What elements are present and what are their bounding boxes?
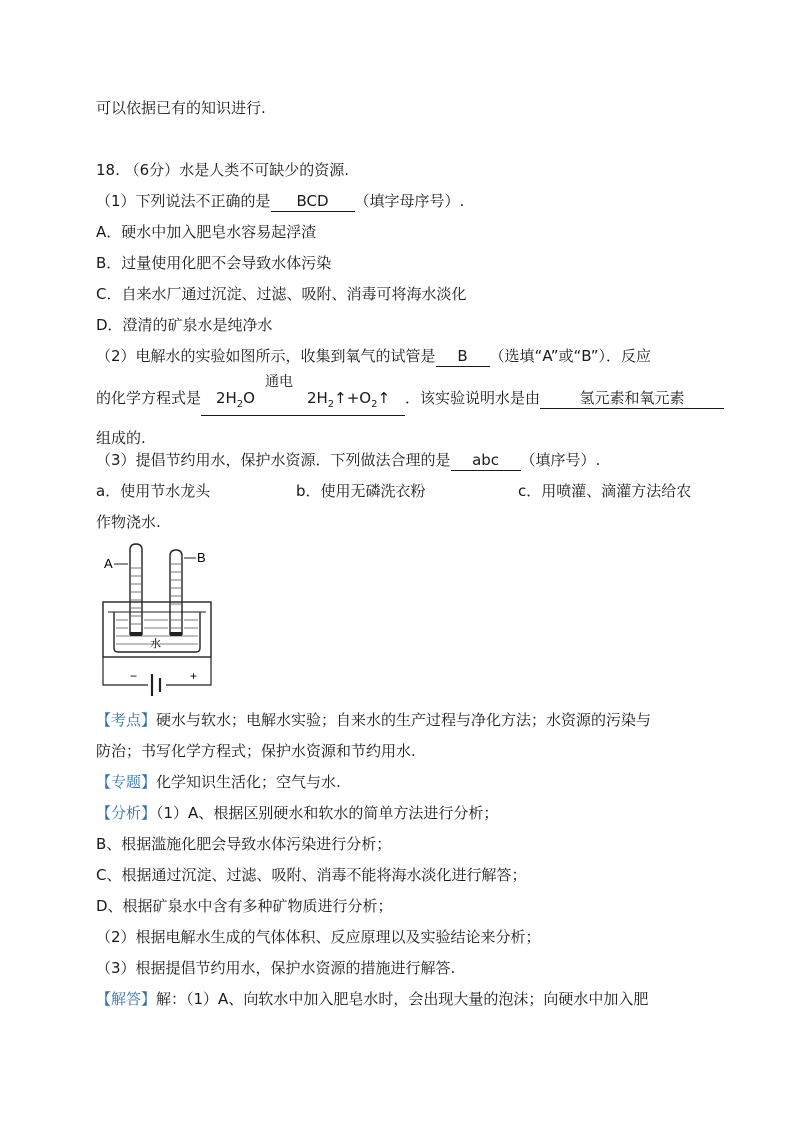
- tube-water-a: [131, 568, 141, 624]
- tube-water-b: [171, 564, 181, 628]
- fenxi-line: 【分析】（1）A、根据区别硬水和软水的简单方法进行分析；: [96, 804, 499, 822]
- part3-option-c-cont: 作物浇水.: [96, 513, 161, 531]
- part2-ending: 组成的.: [96, 429, 146, 447]
- tube-b: [170, 550, 182, 635]
- label-b: B: [197, 550, 206, 565]
- electrolysis-diagram: [96, 540, 226, 700]
- wire-right: [166, 657, 211, 685]
- part3-prompt: （3）提倡节约用水，保护水资源．下列做法合理的是 abc （填序号）.: [96, 451, 601, 469]
- equation-line: 的化学方程式是 通电 $2H_2O$ $2H_2↑+O_2↑$ ．该实验说明水是由 氢元素和氧元素: [96, 388, 724, 416]
- zhuanti-tag: 【专题】: [96, 773, 157, 791]
- question-score: （6分）: [124, 161, 180, 179]
- zhuanti-line: 【专题】化学知识生活化；空气与水.: [96, 773, 341, 791]
- kaodian-line-2: 防治；书写化学方程式；保护水资源和节约用水.: [96, 742, 416, 760]
- part3-option-a: a．使用节水龙头: [96, 482, 211, 500]
- part1-prompt: （1）下列说法不正确的是 BCD （填字母序号）.: [96, 192, 465, 210]
- chemical-equation: 通电 $2H_2O$ $2H_2↑+O_2↑$: [201, 388, 405, 416]
- label-a: A: [104, 556, 113, 571]
- tube-a: [130, 544, 142, 635]
- option-d: D．澄清的矿泉水是纯净水: [96, 316, 273, 334]
- label-negative: −: [130, 669, 138, 683]
- question-header: [96, 160, 349, 180]
- fenxi-tag: 【分析】: [96, 804, 157, 822]
- kaodian-line: 【考点】硬水与软水；电解水实验；自来水的生产过程与净化方法；水资源的污染与: [96, 711, 652, 729]
- part2-answer: B: [436, 346, 490, 367]
- jieda-line: 【解答】解：（1）A、向软水中加入肥皂水时，会出现大量的泡沫；向硬水中加入肥: [96, 990, 649, 1008]
- question-number: 18.: [96, 161, 120, 179]
- part2-prompt: （2）电解水的实验如图所示，收集到氧气的试管是 B （选填“A”或“B”）．反应: [96, 347, 652, 365]
- part3-options: [96, 481, 691, 501]
- fenxi-line-3: （3）根据提倡节约用水，保护水资源的措施进行解答.: [96, 959, 456, 977]
- part3-option-c: c．用喷灌、滴灌方法给农: [518, 482, 692, 500]
- electrode-b: [170, 632, 182, 636]
- kaodian-tag: 【考点】: [96, 711, 157, 729]
- part1-answer: BCD: [271, 191, 355, 212]
- composition-answer: 氢元素和氧元素: [540, 388, 724, 409]
- fenxi-line-d: D、根据矿泉水中含有多种矿物质进行分析；: [96, 897, 393, 915]
- intro-text: 可以依据已有的知识进行.: [96, 99, 266, 117]
- fenxi-line-2: （2）根据电解水生成的气体体积、反应原理以及实验结论来分析；: [96, 928, 541, 946]
- option-a: A．硬水中加入肥皂水容易起浮渣: [96, 223, 317, 241]
- jieda-tag: 【解答】: [96, 990, 157, 1008]
- fenxi-line-c: C、根据通过沉淀、过滤、吸附、消毒不能将海水淡化进行解答；: [96, 866, 527, 884]
- electrode-a: [130, 632, 142, 636]
- equation-condition: 通电: [265, 374, 294, 390]
- option-b: B．过量使用化肥不会导致水体污染: [96, 254, 332, 272]
- part3-answer: abc: [451, 450, 521, 471]
- question-stem: 水是人类不可缺少的资源.: [179, 161, 349, 179]
- wire-left: [103, 657, 148, 685]
- option-c: C．自来水厂通过沉淀、过滤、吸附、消毒可将海水淡化: [96, 285, 467, 303]
- part3-option-b: b．使用无磷洗衣粉: [296, 482, 426, 500]
- label-positive: +: [190, 669, 198, 683]
- label-water: 水: [150, 637, 161, 650]
- fenxi-line-b: B、根据滥施化肥会导致水体污染进行分析；: [96, 835, 392, 853]
